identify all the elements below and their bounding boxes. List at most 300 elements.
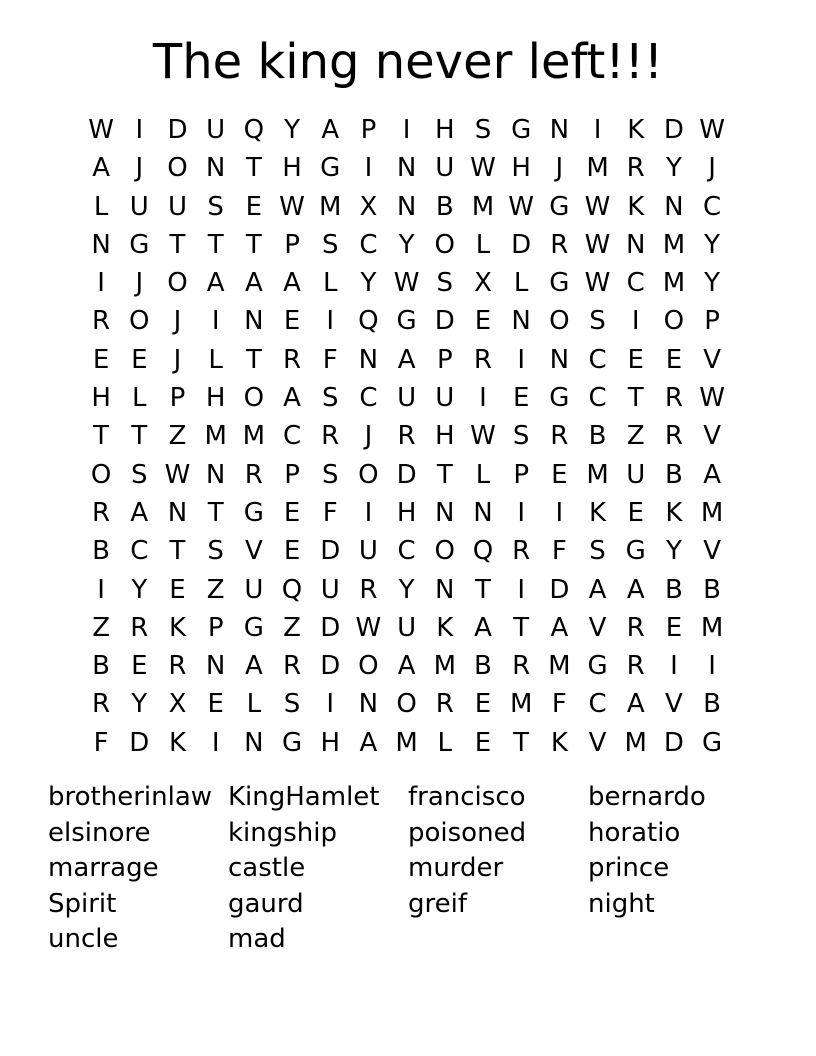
grid-letter: N	[549, 115, 570, 145]
grid-letter: L	[246, 689, 262, 720]
grid-letter: P	[284, 229, 300, 260]
grid-letter: G	[511, 115, 532, 145]
grid-letter: N	[473, 497, 493, 528]
grid-letter: L	[475, 229, 491, 260]
grid-letter: W	[584, 229, 611, 260]
grid-letter: Y	[131, 574, 148, 605]
grid-letter: R	[550, 229, 569, 260]
grid-letter: V	[703, 536, 721, 567]
grid-letter: F	[551, 536, 567, 567]
grid-letter: T	[245, 153, 262, 184]
grid-letter: V	[703, 421, 721, 452]
grid-letter: J	[173, 344, 182, 375]
grid-letter: V	[588, 612, 607, 643]
grid-letter: C	[588, 344, 607, 375]
grid-letter: M	[662, 229, 686, 260]
grid-letter: E	[512, 383, 530, 414]
grid-letter: H	[91, 383, 111, 414]
grid-letter: O	[167, 153, 188, 184]
grid-letter: N	[205, 651, 226, 682]
word-list-item: murder	[408, 853, 504, 883]
grid-letter: D	[129, 727, 150, 758]
grid-letter: U	[397, 383, 417, 414]
grid-letter: Z	[206, 574, 225, 605]
grid-letter: X	[168, 689, 187, 720]
grid-letter: A	[206, 268, 225, 299]
grid-letter: A	[244, 651, 263, 682]
grid-letter: P	[284, 459, 300, 490]
grid-letter: Z	[168, 421, 187, 452]
word-list-item: mad	[228, 924, 286, 954]
grid-letter: M	[586, 459, 609, 490]
word-list	[48, 780, 768, 958]
grid-letter: U	[244, 574, 264, 605]
grid-letter: R	[321, 421, 340, 452]
grid-letter: H	[396, 497, 417, 528]
grid-letter: M	[509, 689, 533, 720]
grid-letter: I	[593, 115, 602, 145]
grid-letter: I	[211, 727, 220, 758]
grid-letter: B	[703, 689, 722, 720]
grid-letter: A	[626, 689, 645, 720]
grid-letter: W	[164, 459, 191, 490]
grid-letter: E	[283, 497, 301, 528]
word-list-item: greif	[408, 888, 467, 919]
grid-letter: X	[359, 191, 378, 222]
grid-letter: N	[167, 497, 188, 528]
grid-letter: V	[244, 536, 263, 567]
grid-letter: I	[479, 383, 487, 414]
grid-letter: L	[437, 727, 453, 758]
grid-letter: G	[396, 306, 417, 337]
grid-letter: V	[588, 727, 607, 758]
grid-letter: M	[662, 268, 686, 299]
grid-letter: N	[244, 727, 264, 758]
grid-letter: S	[321, 229, 339, 260]
grid-letter: Z	[92, 612, 110, 643]
grid-letter: Q	[243, 115, 265, 145]
grid-letter: A	[397, 344, 416, 375]
word-list-item: francisco	[408, 782, 526, 812]
grid-letter: A	[283, 383, 301, 414]
grid-letter: R	[664, 421, 683, 452]
grid-letter: O	[243, 383, 265, 414]
grid-letter: L	[322, 268, 338, 299]
grid-letter: C	[130, 536, 149, 567]
grid-letter: J	[135, 268, 144, 299]
grid-letter: L	[475, 459, 491, 490]
grid-letter: Y	[704, 268, 721, 299]
grid-letter: G	[129, 229, 150, 260]
grid-letter: S	[589, 536, 606, 567]
grid-letter: A	[321, 115, 340, 145]
grid-letter: W	[584, 191, 611, 222]
grid-letter: Q	[472, 536, 494, 567]
grid-letter: G	[549, 383, 570, 414]
grid-letter: G	[549, 268, 570, 299]
grid-letter: U	[320, 574, 340, 605]
grid-letter: C	[282, 421, 302, 452]
grid-letter: I	[670, 651, 678, 682]
grid-letter: A	[550, 612, 569, 643]
grid-letter: B	[588, 421, 607, 452]
grid-letter: H	[320, 727, 340, 758]
grid-letter: B	[92, 651, 111, 682]
grid-letter: S	[321, 459, 339, 490]
grid-letter: R	[397, 421, 416, 452]
grid-letter: L	[208, 344, 223, 375]
grid-letter: D	[320, 536, 341, 567]
grid-letter: G	[281, 727, 303, 758]
grid-letter: T	[513, 612, 530, 643]
grid-letter: S	[589, 306, 606, 337]
grid-letter: W	[393, 268, 420, 299]
grid-letter: S	[207, 191, 224, 222]
grid-letter: W	[508, 191, 535, 222]
grid-letter: W	[699, 383, 725, 414]
grid-letter: O	[434, 536, 456, 567]
grid-letter: E	[474, 306, 492, 337]
grid-letter: T	[169, 229, 186, 260]
grid-letter: N	[205, 459, 226, 490]
grid-letter: P	[704, 306, 720, 337]
grid-letter: I	[517, 344, 525, 375]
grid-letter: I	[364, 153, 373, 184]
grid-letter: B	[435, 191, 454, 222]
grid-letter: K	[436, 612, 454, 643]
grid-letter: I	[326, 306, 335, 337]
grid-letter: A	[397, 651, 416, 682]
word-list-item: castle	[228, 853, 306, 883]
grid-letter: M	[204, 421, 227, 452]
grid-letter: S	[436, 268, 454, 299]
grid-letter: I	[517, 497, 525, 528]
letter-grid	[82, 111, 731, 762]
grid-letter: R	[550, 421, 569, 452]
grid-letter: E	[665, 612, 683, 643]
grid-letter: S	[207, 536, 224, 567]
grid-letter: T	[93, 421, 110, 452]
grid-letter: S	[131, 459, 148, 490]
grid-letter: R	[626, 651, 645, 682]
grid-letter: E	[474, 727, 492, 758]
grid-letter: O	[167, 268, 188, 299]
grid-letter: O	[358, 459, 379, 490]
grid-letter: N	[549, 344, 570, 375]
grid-letter: C	[397, 536, 416, 567]
grid-letter: C	[703, 191, 722, 222]
grid-letter: R	[435, 689, 454, 720]
grid-letter: Y	[398, 229, 415, 260]
grid-letter: Y	[360, 268, 377, 299]
grid-letter: A	[703, 459, 721, 490]
grid-letter: C	[626, 268, 645, 299]
grid-letter: W	[470, 421, 496, 452]
grid-letter: R	[244, 459, 263, 490]
grid-letter: D	[434, 306, 455, 337]
grid-letter: F	[551, 689, 567, 720]
grid-letter: N	[244, 306, 264, 337]
grid-letter: I	[631, 306, 640, 337]
grid-letter: K	[627, 191, 645, 222]
grid-letter: O	[434, 229, 456, 260]
grid-letter: E	[131, 651, 148, 682]
grid-letter: G	[243, 612, 264, 643]
grid-letter: P	[360, 115, 377, 145]
grid-letter: I	[708, 651, 716, 682]
grid-letter: N	[91, 229, 111, 260]
grid-letter: M	[471, 191, 495, 222]
grid-letter: R	[664, 383, 683, 414]
grid-letter: O	[549, 306, 570, 337]
grid-letter: R	[282, 344, 302, 375]
grid-letter: J	[708, 153, 716, 184]
grid-letter: E	[283, 306, 301, 337]
grid-letter: U	[358, 536, 378, 567]
grid-letter: W	[584, 268, 611, 299]
grid-letter: U	[435, 383, 455, 414]
grid-letter: S	[512, 421, 530, 452]
grid-letter: G	[702, 727, 723, 758]
grid-letter: M	[242, 421, 266, 452]
grid-letter: A	[130, 497, 149, 528]
grid-letter: N	[511, 306, 531, 337]
grid-letter: M	[319, 191, 342, 222]
word-list-item: gaurd	[228, 888, 304, 919]
grid-letter: J	[555, 153, 564, 184]
grid-letter: T	[207, 229, 224, 260]
grid-letter: F	[322, 344, 338, 375]
grid-letter: L	[513, 268, 529, 299]
grid-letter: R	[92, 497, 111, 528]
word-list-item: night	[588, 888, 655, 919]
grid-letter: R	[282, 651, 302, 682]
grid-letter: B	[664, 574, 683, 605]
grid-letter: G	[587, 651, 608, 682]
grid-letter: I	[364, 497, 373, 528]
page-title: The king never left!!!	[152, 34, 664, 90]
grid-letter: P	[169, 383, 186, 414]
grid-letter: A	[283, 268, 301, 299]
grid-letter: M	[548, 651, 571, 682]
word-list-item: prince	[588, 853, 670, 883]
grid-letter: T	[513, 727, 530, 758]
grid-letter: D	[663, 115, 684, 145]
grid-letter: C	[359, 383, 378, 414]
grid-letter: R	[359, 574, 378, 605]
grid-letter: M	[433, 651, 456, 682]
grid-letter: M	[700, 497, 724, 528]
grid-letter: U	[167, 191, 187, 222]
grid-letter: N	[396, 191, 417, 222]
grid-letter: A	[626, 574, 645, 605]
grid-letter: R	[473, 344, 492, 375]
word-list-item: Spirit	[48, 888, 117, 919]
word-list-item: kingship	[228, 817, 338, 848]
grid-letter: E	[627, 497, 644, 528]
grid-letter: P	[513, 459, 529, 490]
grid-letter: E	[131, 344, 148, 375]
word-list-item: horatio	[588, 817, 681, 848]
grid-letter: R	[92, 306, 111, 337]
grid-letter: H	[511, 153, 531, 184]
grid-letter: O	[129, 306, 150, 337]
grid-letter: Y	[398, 574, 415, 605]
grid-letter: O	[358, 651, 379, 682]
word-list-item: elsinore	[48, 817, 151, 848]
grid-letter: K	[589, 497, 607, 528]
grid-letter: L	[93, 191, 109, 222]
grid-letter: N	[435, 497, 455, 528]
grid-letter: R	[512, 651, 531, 682]
word-list-item: bernardo	[588, 782, 706, 812]
grid-letter: I	[517, 574, 525, 605]
grid-letter: T	[245, 344, 262, 375]
grid-letter: E	[92, 344, 110, 375]
grid-letter: T	[245, 229, 262, 260]
grid-letter: R	[626, 153, 645, 184]
grid-letter: U	[435, 153, 455, 184]
grid-letter: O	[396, 689, 417, 720]
grid-letter: B	[703, 574, 722, 605]
grid-letter: Q	[358, 306, 379, 337]
grid-letter: G	[320, 153, 341, 184]
grid-letter: R	[512, 536, 531, 567]
grid-letter: I	[211, 306, 220, 337]
grid-letter: F	[93, 727, 109, 758]
word-list-item: KingHamlet	[228, 782, 380, 812]
grid-letter: E	[245, 191, 263, 222]
grid-letter: T	[436, 459, 453, 490]
grid-letter: J	[364, 421, 373, 452]
grid-letter: B	[664, 459, 683, 490]
grid-letter: Y	[131, 689, 148, 720]
grid-letter: M	[624, 727, 647, 758]
grid-letter: C	[359, 229, 378, 260]
grid-letter: I	[97, 268, 105, 299]
grid-letter: I	[555, 497, 564, 528]
grid-letter: G	[243, 497, 264, 528]
word-list-item: marrage	[48, 853, 159, 883]
grid-letter: E	[665, 344, 683, 375]
grid-letter: N	[358, 344, 379, 375]
grid-letter: Y	[665, 536, 682, 567]
grid-letter: A	[359, 727, 378, 758]
grid-letter: I	[135, 115, 144, 145]
grid-letter: R	[130, 612, 149, 643]
grid-letter: A	[588, 574, 607, 605]
grid-letter: R	[626, 612, 645, 643]
grid-letter: P	[436, 344, 453, 375]
grid-letter: Y	[284, 115, 300, 145]
grid-letter: M	[700, 612, 724, 643]
grid-letter: Y	[704, 229, 721, 260]
word-list-item: poisoned	[408, 817, 527, 848]
grid-letter: T	[131, 421, 148, 452]
grid-letter: N	[625, 229, 646, 260]
grid-letter: K	[550, 727, 568, 758]
grid-letter: W	[699, 115, 725, 145]
word-list-item: uncle	[48, 924, 119, 954]
grid-letter: W	[355, 612, 382, 643]
grid-letter: K	[627, 115, 645, 145]
grid-letter: S	[321, 383, 339, 414]
grid-letter: E	[627, 344, 644, 375]
grid-letter: O	[663, 306, 685, 337]
grid-letter: D	[320, 651, 341, 682]
grid-letter: W	[279, 191, 305, 222]
grid-letter: U	[397, 612, 417, 643]
grid-letter: K	[168, 727, 186, 758]
grid-letter: J	[173, 306, 182, 337]
grid-letter: F	[322, 497, 338, 528]
grid-letter: U	[206, 115, 226, 145]
grid-letter: R	[92, 689, 111, 720]
grid-letter: W	[470, 153, 496, 184]
grid-letter: W	[88, 115, 114, 145]
grid-letter: H	[435, 421, 455, 452]
grid-letter: U	[129, 191, 149, 222]
grid-letter: B	[474, 651, 492, 682]
grid-letter: D	[320, 612, 341, 643]
grid-letter: H	[435, 115, 455, 145]
grid-letter: M	[395, 727, 418, 758]
word-list-item: brotherinlaw	[48, 782, 213, 812]
grid-letter: E	[207, 689, 224, 720]
grid-letter: Y	[665, 153, 682, 184]
grid-letter: D	[167, 115, 188, 145]
grid-letter: H	[282, 153, 302, 184]
grid-letter: T	[169, 536, 186, 567]
grid-letter: H	[205, 383, 226, 414]
grid-letter: Z	[283, 612, 301, 643]
grid-letter: R	[168, 651, 187, 682]
grid-letter: E	[283, 536, 301, 567]
grid-letter: A	[474, 612, 492, 643]
grid-letter: O	[90, 459, 112, 490]
grid-letter: M	[586, 153, 609, 184]
grid-letter: G	[549, 191, 570, 222]
grid-letter: P	[207, 612, 224, 643]
grid-letter: Z	[626, 421, 645, 452]
grid-letter: S	[283, 689, 301, 720]
grid-letter: N	[396, 153, 417, 184]
grid-letter: J	[135, 153, 144, 184]
grid-letter: A	[92, 153, 110, 184]
grid-letter: K	[168, 612, 186, 643]
grid-letter: D	[511, 229, 532, 260]
grid-letter: E	[474, 689, 492, 720]
grid-letter: C	[588, 383, 607, 414]
grid-letter: E	[551, 459, 568, 490]
grid-letter: U	[626, 459, 646, 490]
grid-letter: E	[169, 574, 186, 605]
grid-letter: K	[665, 497, 683, 528]
grid-letter: V	[703, 344, 721, 375]
grid-letter: N	[435, 574, 455, 605]
grid-letter: D	[663, 727, 684, 758]
grid-letter: C	[588, 689, 607, 720]
grid-letter: D	[396, 459, 417, 490]
grid-letter: S	[474, 115, 492, 145]
grid-letter: T	[627, 383, 644, 414]
grid-letter: X	[474, 268, 492, 299]
grid-letter: V	[665, 689, 683, 720]
grid-letter: B	[92, 536, 111, 567]
grid-letter: T	[207, 497, 224, 528]
grid-letter: D	[549, 574, 570, 605]
grid-letter: I	[402, 115, 411, 145]
